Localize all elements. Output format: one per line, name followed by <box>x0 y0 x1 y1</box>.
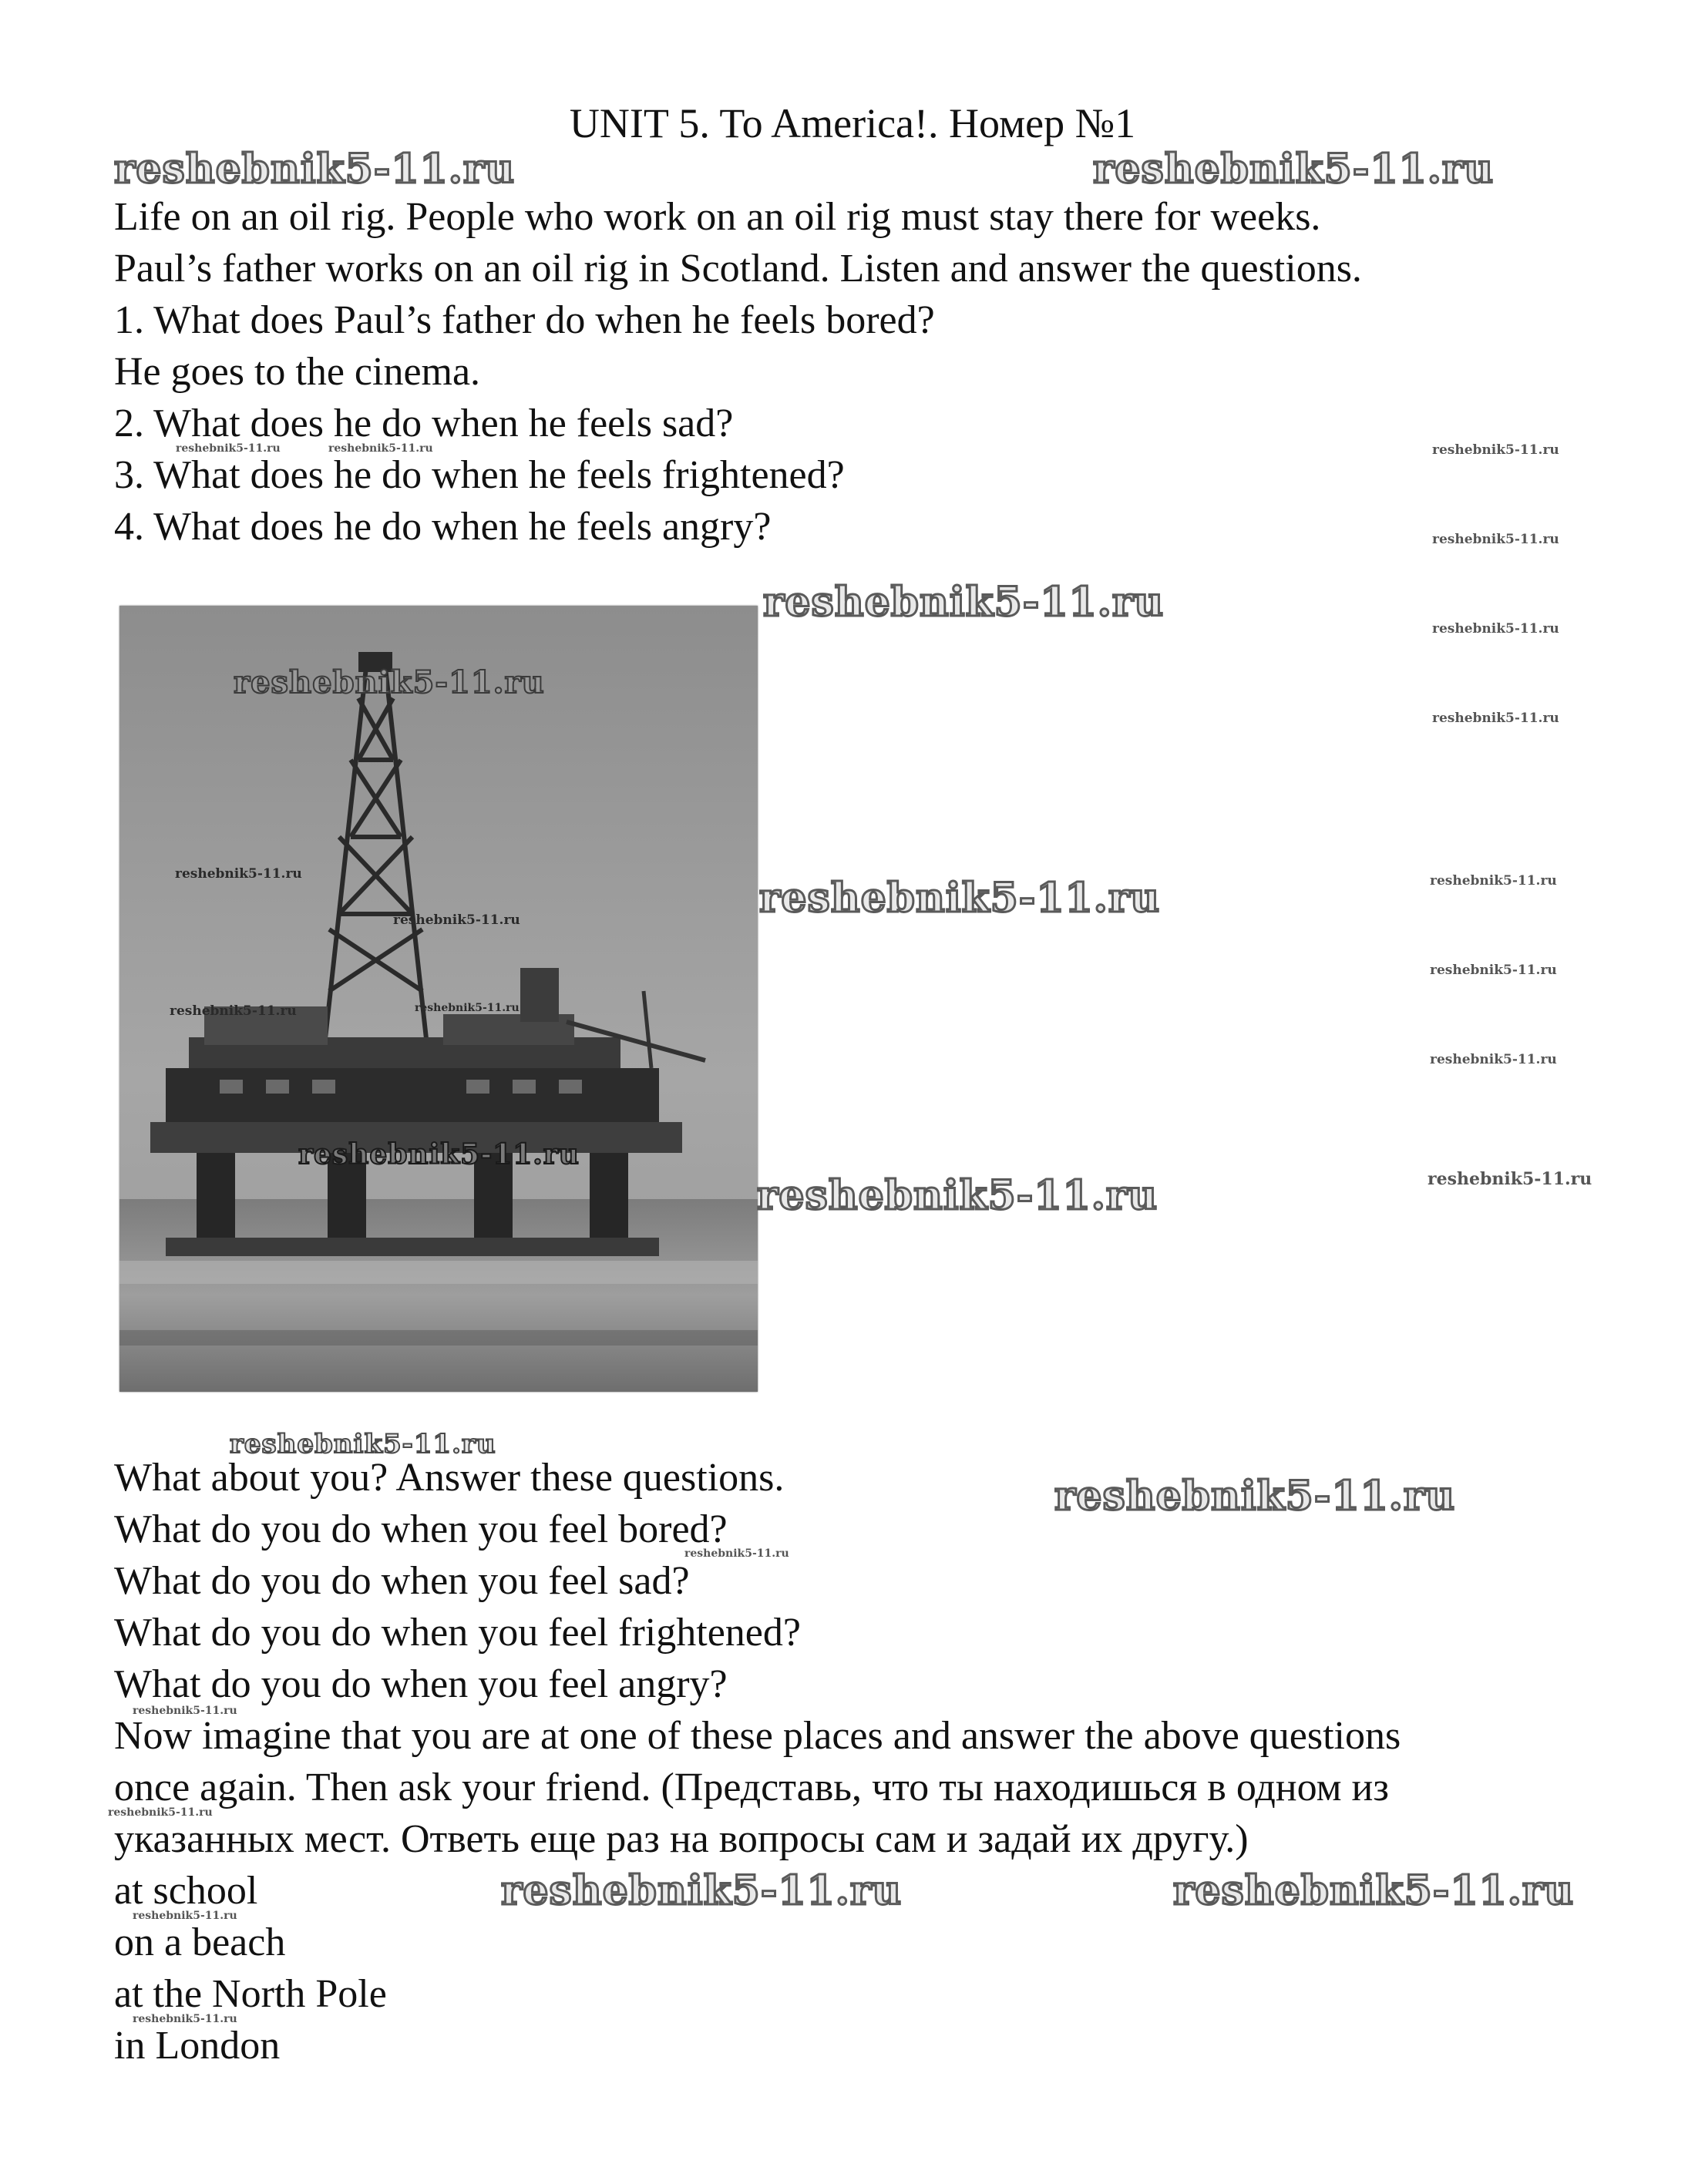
oil-rig-icon <box>119 606 758 1392</box>
section-heading: What about you? Answer these questions. <box>114 1456 785 1500</box>
watermark: reshebnik5-11.ru <box>757 1172 1159 1219</box>
instruction-line: once again. Then ask your friend. (Представь, что ты находишься в одном из <box>114 1766 1389 1809</box>
watermark: reshebnik5-11.ru <box>1173 1867 1575 1914</box>
watermark-small: reshebnik5-11.ru <box>170 1003 297 1019</box>
watermark-small: reshebnik5-11.ru <box>176 442 281 455</box>
watermark-small: reshebnik5-11.ru <box>1430 873 1557 889</box>
watermark: reshebnik5-11.ru <box>1093 146 1495 193</box>
watermark: reshebnik5-11.ru <box>230 1429 496 1460</box>
watermark-small: reshebnik5-11.ru <box>393 912 520 928</box>
watermark-small: reshebnik5-11.ru <box>175 866 302 882</box>
instruction-line: Now imagine that you are at one of these places and answer the above questions <box>114 1714 1401 1758</box>
watermark-small: reshebnik5-11.ru <box>133 1705 237 1717</box>
instruction-line: указанных мест. Ответь еще раз на вопросы сам и задай их другу.) <box>114 1817 1249 1861</box>
watermark: reshebnik5-11.ru <box>763 579 1165 626</box>
watermark-small: reshebnik5-11.ru <box>415 1002 520 1014</box>
place-item: at the North Pole <box>114 1972 387 2016</box>
watermark: reshebnik5-11.ru <box>1054 1473 1456 1520</box>
question-item: What do you do when you feel angry? <box>114 1662 728 1706</box>
place-item: in London <box>114 2024 281 2068</box>
watermark-small: reshebnik5-11.ru <box>1432 442 1559 458</box>
question-item: What do you do when you feel sad? <box>114 1559 690 1603</box>
watermark: reshebnik5-11.ru <box>114 146 516 193</box>
watermark-small: reshebnik5-11.ru <box>1430 1052 1557 1067</box>
page-title: UNIT 5. To America!. Номер №1 <box>569 100 1136 146</box>
answer-text: He goes to the cinema. <box>114 350 481 394</box>
intro-line: Paul’s father works on an oil rig in Scotland. Listen and answer the questions. <box>114 247 1362 291</box>
question-item: 1. What does Paul’s father do when he feels bored? <box>114 298 935 342</box>
watermark-small: reshebnik5-11.ru <box>108 1806 213 1819</box>
watermark-small: reshebnik5-11.ru <box>1432 532 1559 547</box>
watermark-small: reshebnik5-11.ru <box>684 1547 789 1560</box>
question-item: What do you do when you feel bored? <box>114 1507 728 1551</box>
watermark: reshebnik5-11.ru <box>501 1867 903 1914</box>
intro-line: Life on an oil rig. People who work on an oil rig must stay there for weeks. <box>114 195 1321 239</box>
question-item: What do you do when you feel frightened? <box>114 1611 801 1655</box>
question-item: 2. What does he do when he feels sad? <box>114 402 734 445</box>
place-item: on a beach <box>114 1920 286 1964</box>
watermark-small: reshebnik5-11.ru <box>328 442 433 455</box>
question-item: 4. What does he do when he feels angry? <box>114 505 772 549</box>
watermark: reshebnik5-11.ru <box>759 875 1161 922</box>
watermark-small: reshebnik5-11.ru <box>133 2013 237 2025</box>
place-item: at school <box>114 1869 258 1913</box>
watermark-small: reshebnik5-11.ru <box>133 1910 237 1922</box>
watermark: reshebnik5-11.ru <box>234 664 545 701</box>
watermark-small: reshebnik5-11.ru <box>1432 621 1559 637</box>
watermark-small: reshebnik5-11.ru <box>1428 1169 1592 1189</box>
oil-rig-photo <box>119 606 758 1392</box>
watermark-small: reshebnik5-11.ru <box>1430 963 1557 978</box>
question-item: 3. What does he do when he feels frightened? <box>114 453 845 497</box>
watermark: reshebnik5-11.ru <box>298 1138 580 1171</box>
watermark-small: reshebnik5-11.ru <box>1432 711 1559 726</box>
